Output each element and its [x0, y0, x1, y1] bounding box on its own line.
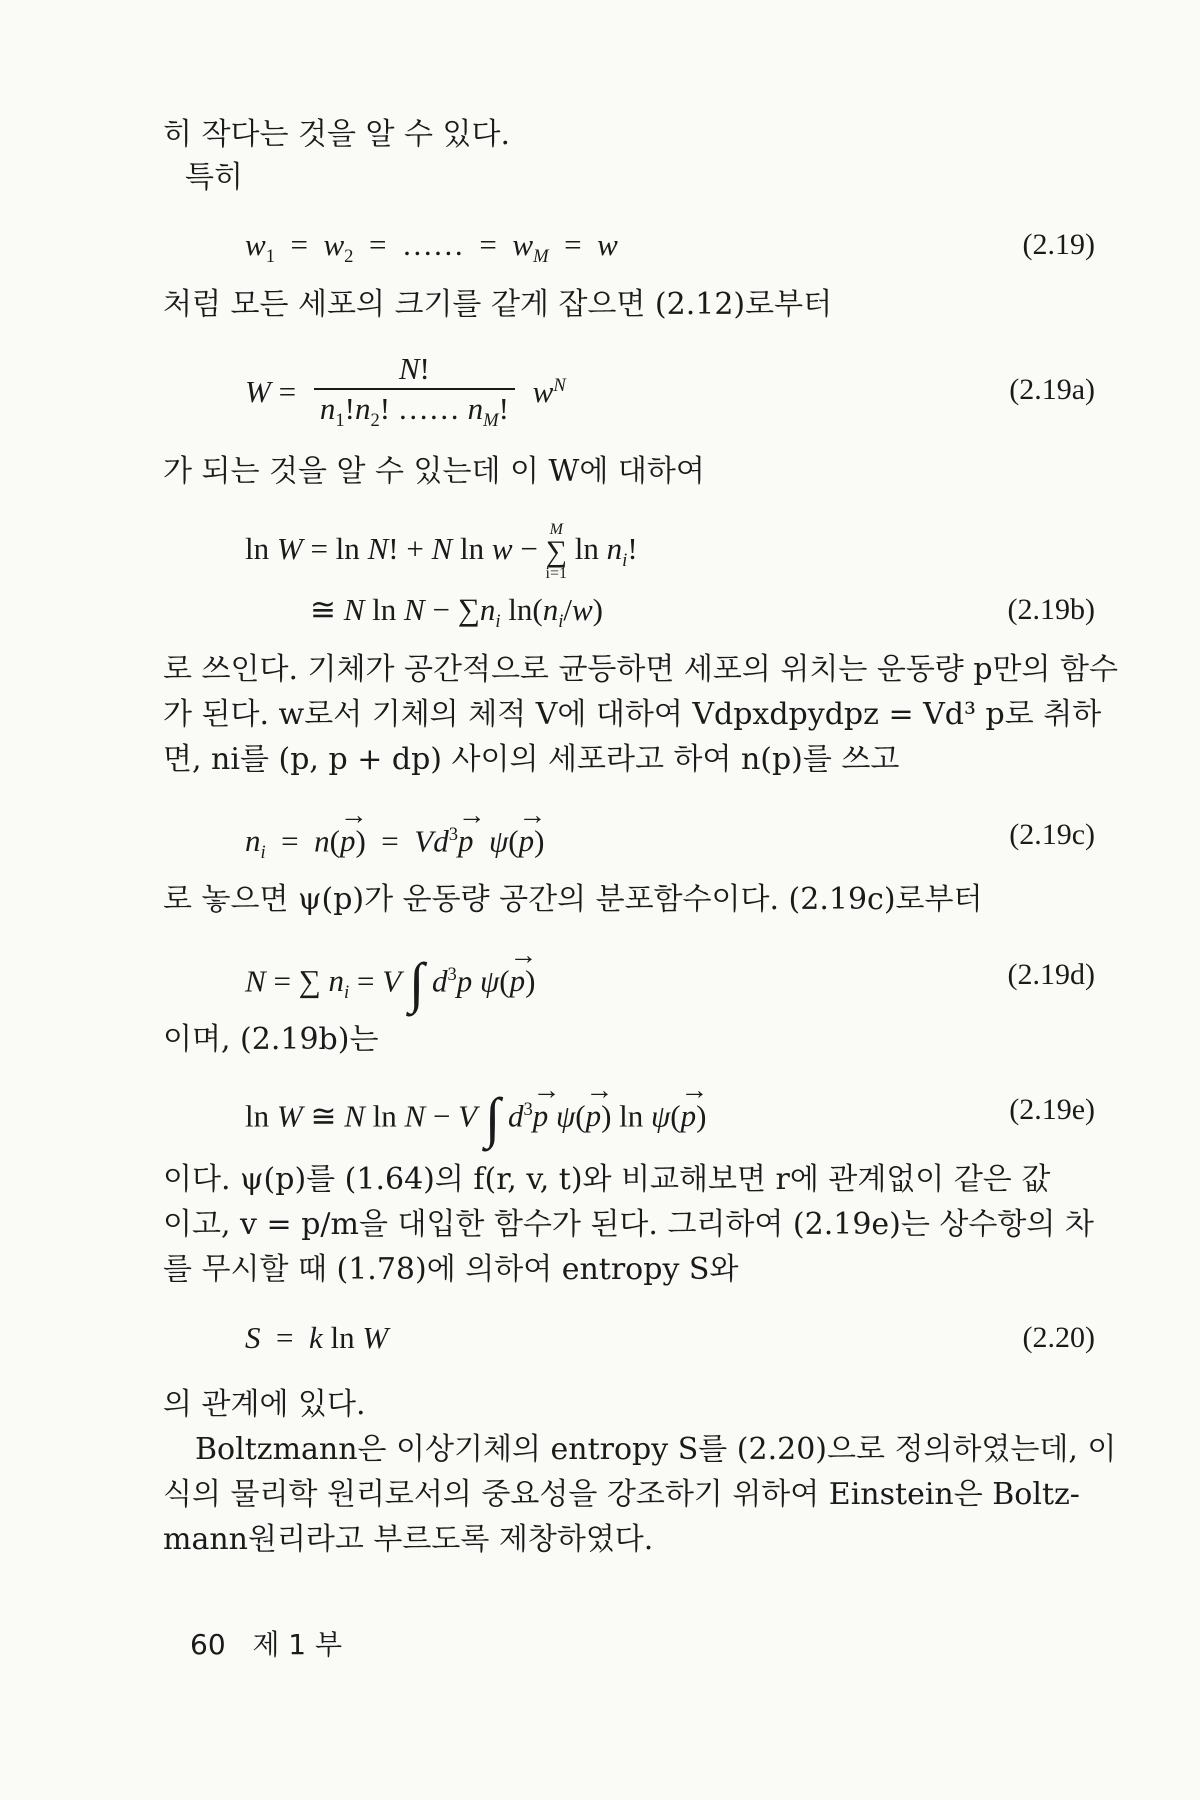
text-line-14: [195, 1430, 1125, 1470]
text-line-7: [163, 740, 1093, 780]
text-line-3: [163, 285, 1093, 325]
equation-number: (2.19): [1022, 228, 1095, 261]
text-line-16: [163, 1520, 1093, 1560]
text-line-15: [163, 1475, 1093, 1515]
text-line-3-content: 처럼 모든 세포의 크기를 같게 잡으면 (2.12)로부터: [163, 287, 833, 322]
equation-number: (2.19a): [1009, 373, 1095, 406]
text-line-1: [163, 115, 1093, 155]
equation-number: (2.19b): [1007, 593, 1095, 626]
text-line-9: [163, 1020, 1093, 1060]
equation-2-19e: ln W ≅ N ln N − V ∫ $d^3\to p$ ψ(→ p) ln ψ(→ p): [245, 1090, 706, 1136]
text-line-6-content: 가 된다. w로서 기체의 체적 V에 대하여 Vdpxdpydpz = Vd³ p로 취하: [163, 697, 1102, 732]
equation-number: (2.19d): [1007, 958, 1095, 991]
fraction: $\frac{N!}{n_1!n_2! \dots\dots n_M!}$: [314, 350, 515, 440]
text-line-8-content: 로 놓으면 ψ(p)가 운동량 공간의 분포함수이다. (2.19c)로부터: [163, 882, 983, 917]
text-line-10-content: 이다. ψ(p)를 (1.64)의 f(r, v, t)와 비교해보면 r에 관계없이 같은 값: [163, 1162, 1051, 1197]
text-line-16-content: mann원리라고 부르도록 제창하였다.: [163, 1522, 654, 1557]
text-line-9-content: 이며, (2.19b)는: [163, 1022, 379, 1057]
equation-2-19b-line-2: ≅ N $\ln N - \sum n_i$ $\ln(n_i/w)$: [310, 592, 603, 633]
equation-2-19b-line-1: ln W = ln N! + N ln w − M ∑ i=1 $\ln n_i$!: [245, 521, 638, 582]
text-line-2-content: 특히: [185, 160, 243, 195]
equation-2-19d: N = ∑ $n_i = V$ ∫ $d^3p$ ψ(→ p): [245, 955, 535, 1014]
text-line-5-content: 로 쓰인다. 기체가 공간적으로 균등하면 세포의 위치는 운동량 p만의 함수: [163, 652, 1118, 687]
text-line-13-content: 의 관계에 있다.: [163, 1387, 366, 1422]
text-line-4: [163, 452, 1093, 492]
part-label: 제 1 부: [252, 1628, 343, 1661]
text-line-5: [163, 650, 1118, 690]
text-line-13: [163, 1385, 1093, 1425]
page-number: 60: [190, 1628, 226, 1661]
equation-2-19a: W = $\frac{N!}{n_1!n_2! \dots\dots n_M!}$ $w^N$: [245, 350, 566, 440]
text-line-15-content: 식의 물리학 원리로서의 중요성을 강조하기 위하여 Einstein은 Boltz-: [163, 1477, 1080, 1512]
text-line-14-content: Boltzmann은 이상기체의 entropy S를 (2.20)으로 정의하였는데, 이: [195, 1432, 1117, 1467]
equation-2-19c: $n_i = n(\to p) = Vd^3\to p$ ψ(→ p): [245, 815, 544, 874]
equation-number: (2.19c): [1009, 818, 1095, 851]
text-line-2: [185, 158, 1115, 198]
equation-2-20: S = k ln W: [245, 1320, 389, 1355]
equation-2-19: $w_1 = w_2$ = …… = $w_M = w$: [245, 227, 618, 268]
equation-number: (2.19e): [1009, 1093, 1095, 1126]
text-line-11-content: 이고, v = p/m을 대입한 함수가 된다. 그리하여 (2.19e)는 상수항의 차: [163, 1207, 1094, 1242]
text-line-4-content: 가 되는 것을 알 수 있는데 이 W에 대하여: [163, 454, 705, 489]
text-line-12: [163, 1250, 1093, 1290]
equation-number: (2.20): [1022, 1321, 1095, 1354]
text-line-10: [163, 1160, 1093, 1200]
text-line-7-content: 면, ni를 (p, p + dp) 사이의 세포라고 하여 n(p)를 쓰고: [163, 742, 900, 777]
page-footer: [190, 1623, 342, 1663]
sum-operator: M ∑ i=1: [545, 521, 568, 582]
text-line-1-content: 히 작다는 것을 알 수 있다.: [163, 117, 511, 152]
text-line-11: [163, 1205, 1093, 1245]
text-line-8: [163, 880, 1093, 920]
text-line-6: [163, 695, 1102, 735]
text-line-12-content: 를 무시할 때 (1.78)에 의하여 entropy S와: [163, 1252, 739, 1287]
